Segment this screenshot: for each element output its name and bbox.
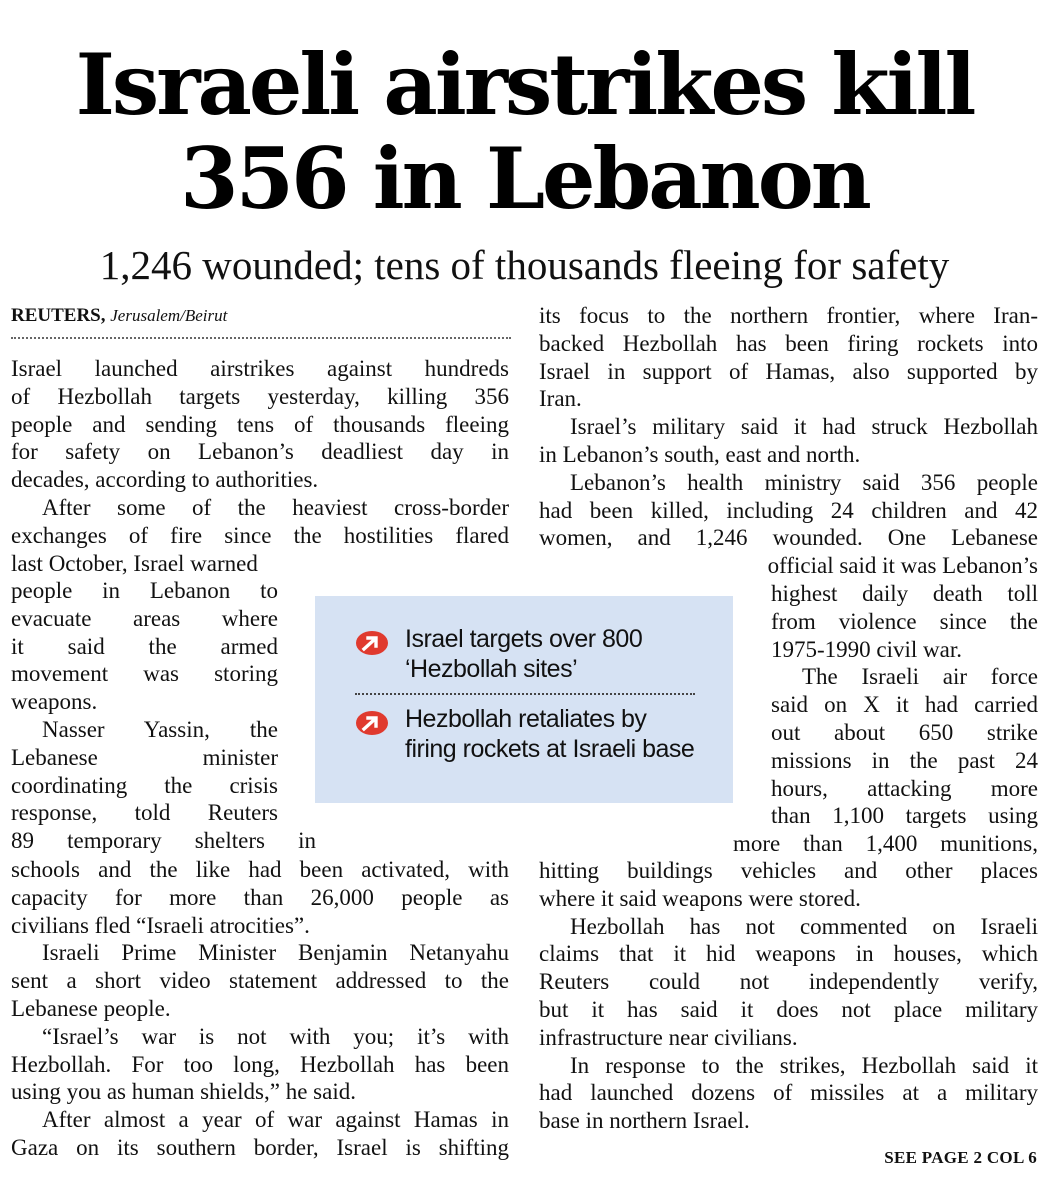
body-line: said on X it had carried — [771, 692, 1038, 718]
byline — [11, 304, 511, 328]
body-line: infrastructure near civilians. — [539, 1024, 798, 1050]
body-line: sent a short video statement addressed to the — [11, 968, 509, 994]
body-line: weapons. — [11, 689, 98, 715]
body-line: Iran. — [539, 386, 582, 412]
body-line: The Israeli air force — [802, 664, 1038, 690]
body-line: Nasser Yassin, the — [42, 716, 278, 742]
body-line: people and sending tens of thousands fleeing — [11, 411, 509, 437]
body-line: had been killed, including 24 children and 42 — [539, 497, 1038, 523]
body-column-left-narrow — [11, 577, 316, 855]
body-line: Gaza on its southern border, Israel is shifting — [11, 1134, 509, 1160]
body-line: using you as human shields,” he said. — [11, 1079, 356, 1105]
body-line: Lebanese minister — [11, 744, 278, 770]
arrow-icon — [355, 630, 389, 656]
body-line: decades, according to authorities. — [11, 467, 319, 493]
body-column-right-top — [539, 302, 1038, 580]
body-line: last October, Israel warned — [11, 550, 258, 576]
highlights-panel — [315, 596, 733, 803]
body-line: Israel’s military said it had struck Hezbollah — [570, 414, 1038, 440]
body-line: Hezbollah. For too long, Hezbollah has been — [11, 1051, 509, 1077]
panel-divider — [355, 693, 695, 695]
body-line: “Israel’s war is not with you; it’s with — [42, 1023, 509, 1049]
body-line: hitting buildings vehicles and other places — [539, 858, 1038, 883]
body-line: it said the armed — [11, 633, 278, 659]
body-line: Israel launched airstrikes against hundreds — [11, 356, 509, 381]
body-column-right-bottom — [539, 857, 1038, 1135]
body-line: missions in the past 24 — [771, 747, 1038, 773]
body-line: out about 650 strike — [771, 719, 1038, 745]
body-line: response, told Reuters — [11, 800, 278, 826]
body-line: hours, attacking more — [771, 775, 1038, 801]
body-line: exchanges of fire since the hostilities flared — [11, 522, 509, 548]
body-line: base in northern Israel. — [539, 1108, 750, 1134]
continuation-note: SEE PAGE 2 COL 6 — [884, 1148, 1037, 1167]
headline-line-1: Israeli airstrikes kill — [75, 35, 974, 134]
body-line: backed Hezbollah has been firing rockets into — [539, 330, 1038, 356]
headline — [0, 35, 1049, 228]
body-line: Hezbollah has not commented on Israeli — [570, 913, 1038, 939]
body-line: people in Lebanon to — [11, 578, 278, 603]
body-line: 1975-1990 civil war. — [771, 636, 962, 662]
body-column-right-narrow — [733, 580, 1038, 858]
body-line: women, and 1,246 wounded. One Lebanese — [539, 525, 1038, 551]
body-line: official said it was Lebanon’s — [767, 553, 1038, 579]
body-line: In response to the strikes, Hezbollah said it — [570, 1052, 1038, 1078]
highlight-line: Hezbollah retaliates by — [405, 705, 647, 733]
body-line: Lebanon’s health ministry said 356 people — [570, 469, 1038, 495]
body-line: Israel in support of Hamas, also supported by — [539, 358, 1038, 384]
body-line: had launched dozens of missiles at a military — [539, 1080, 1038, 1106]
body-line: After almost a year of war against Hamas in — [42, 1107, 509, 1133]
body-line: highest daily death toll — [771, 581, 1038, 606]
headline-line-2: 356 in Lebanon — [180, 129, 869, 228]
body-line: 89 temporary shelters in — [11, 828, 316, 854]
body-line: of Hezbollah targets yesterday, killing 356 — [11, 383, 509, 409]
byline-agency: REUTERS, — [11, 305, 106, 326]
body-line: After some of the heaviest cross-border — [42, 494, 509, 520]
body-line: for safety on Lebanon’s deadliest day in — [11, 439, 509, 465]
body-line: from violence since the — [771, 608, 1038, 634]
body-line: claims that it hid weapons in houses, which — [539, 941, 1038, 967]
body-line: Reuters could not independently verify, — [539, 969, 1038, 995]
body-line: in Lebanon’s south, east and north. — [539, 441, 861, 467]
body-line: its focus to the northern frontier, where Iran- — [539, 303, 1038, 328]
byline-divider — [11, 337, 511, 339]
body-line: than 1,100 targets using — [771, 803, 1038, 829]
body-line: where it said weapons were stored. — [539, 885, 861, 911]
body-line: more than 1,400 munitions, — [733, 831, 1038, 857]
body-line: coordinating the crisis — [11, 772, 278, 798]
highlight-line: Israel targets over 800 — [405, 625, 643, 653]
body-line: but it has said it does not place military — [539, 996, 1038, 1022]
highlight-line: ‘Hezbollah sites’ — [405, 655, 578, 683]
body-line: schools and the like had been activated, with — [11, 857, 509, 882]
body-line: capacity for more than 26,000 people as — [11, 884, 509, 910]
highlight-line: firing rockets at Israeli base — [405, 735, 695, 763]
body-column-left-top — [11, 355, 509, 577]
body-line: evacuate areas where — [11, 605, 278, 631]
body-line: Israeli Prime Minister Benjamin Netanyahu — [42, 940, 509, 966]
arrow-icon — [355, 710, 389, 736]
subheadline: 1,246 wounded; tens of thousands fleeing for safety — [99, 242, 950, 288]
body-line: Lebanese people. — [11, 995, 171, 1021]
body-line: civilians fled “Israeli atrocities”. — [11, 912, 310, 938]
body-column-left-bottom — [11, 856, 509, 1162]
byline-place: Jerusalem/Beirut — [110, 306, 228, 325]
body-line: movement was storing — [11, 661, 278, 687]
